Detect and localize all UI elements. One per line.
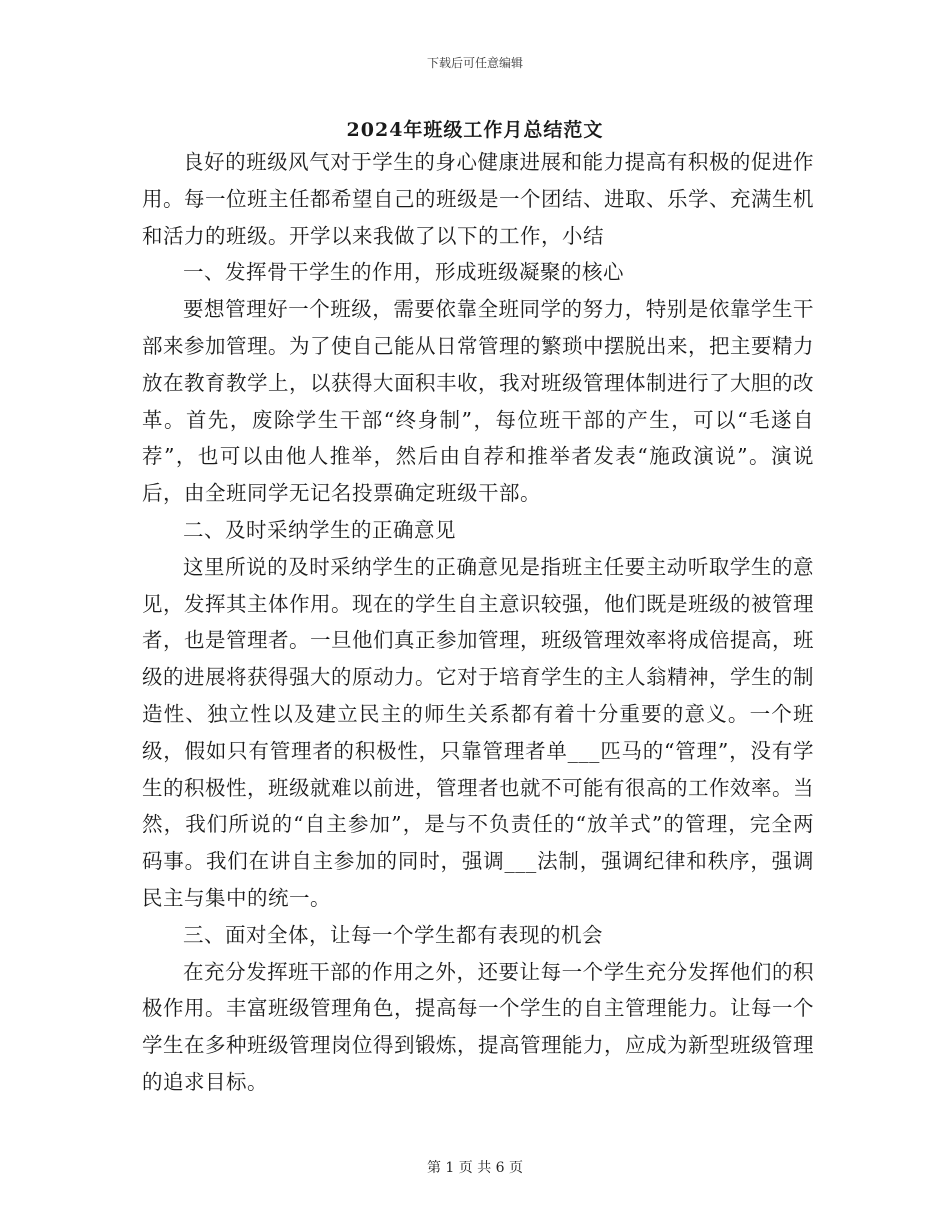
paragraph-section-1: 要想管理好一个班级，需要依靠全班同学的努力，特别是依靠学生干部来参加管理。为了使自己能从日常管理的繁琐中摆脱出来，把主要精力放在教育教学上，以获得大面积丰收，我对班级管理体制进行了大胆的改革。首先，废除学生干部“终身制”，每位班干部的产生，可以“毛遂自荐”，也可以由他人推举，然后由自荐和推举者发表“施政演说”。演说后，由全班同学无记名投票确定班级干部。 — [142, 297, 814, 506]
paragraph-section-2: 这里所说的及时采纳学生的正确意见是指班主任要主动听取学生的意见，发挥其主体作用。现在的学生自主意识较强，他们既是班级的被管理者，也是管理者。一旦他们真正参加管理，班级管理效率将成倍提高，班级的进展将获得强大的原动力。它对于培育学生的主人翁精神，学生的制造性、独立性以及建立民主的师生关系都有着十分重要的意义。一个班级，假如只有管理者的积极性，只靠管理者单___匹马的“管理”，没有学生的积极性，班级就难以前进，管理者也就不可能有很高的工作效率。当然，我们所说的“自主参加”，是与不负责任的“放羊式”的管理，完全两码事。我们在讲自主参加的同时，强调___法制，强调纪律和秩序，强调民主与集中的统一。 — [142, 554, 814, 910]
document-title: 2024年班级工作月总结范文 — [346, 119, 604, 141]
paragraph-intro: 良好的班级风气对于学生的身心健康进展和能力提高有积极的促进作用。每一位班主任都希望自己的班级是一个团结、进取、乐学、充满生机和活力的班级。开学以来我做了以下的工作，小结 — [142, 150, 814, 248]
document-body — [142, 144, 814, 1101]
section-heading-3: 三、面对全体，让每一个学生都有表现的机会 — [183, 922, 603, 947]
section-heading-1: 一、发挥骨干学生的作用，形成班级凝聚的核心 — [183, 260, 624, 285]
header-note: 下载后可任意编辑 — [426, 56, 523, 70]
paragraph-section-3: 在充分发挥班干部的作用之外，还要让每一个学生充分发挥他们的积极作用。丰富班级管理角色，提高每一个学生的自主管理能力。让每一个学生在多种班级管理岗位得到锻炼，提高管理能力，应成为新型班级管理的追求目标。 — [142, 959, 814, 1094]
section-heading-2: 二、及时采纳学生的正确意见 — [183, 517, 456, 542]
page-number-footer: 第 1 页 共 6 页 — [426, 1160, 524, 1176]
